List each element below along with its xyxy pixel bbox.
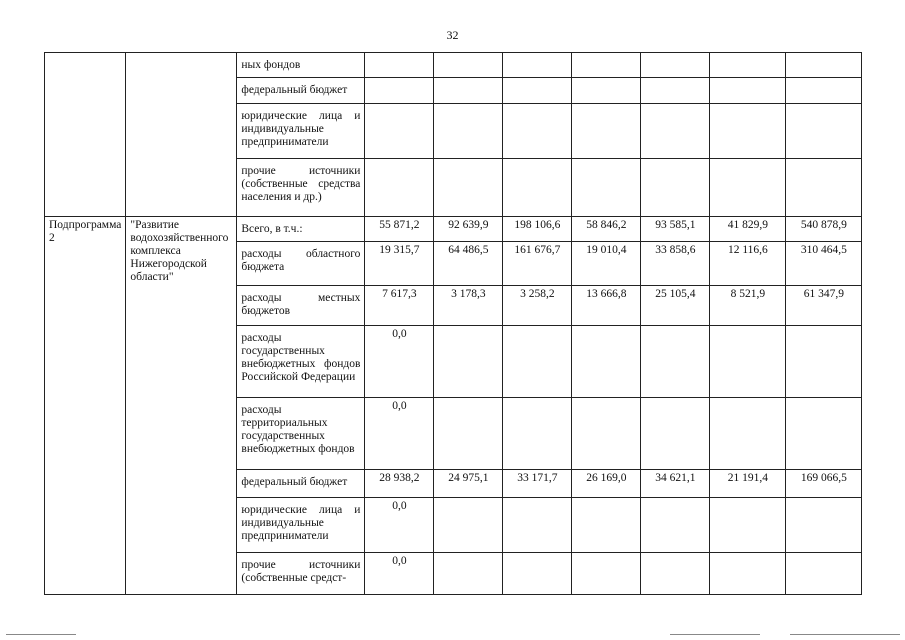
value-cell (786, 498, 862, 553)
value-cell: 34 621,1 (641, 470, 710, 498)
value-cell (710, 553, 786, 595)
value-cell (365, 53, 434, 78)
value-cell: 55 871,2 (365, 217, 434, 242)
value-cell (503, 78, 572, 104)
footer-rule-mid (670, 634, 760, 635)
value-cell: 61 347,9 (786, 286, 862, 326)
page-number: 32 (446, 28, 459, 42)
source-label: юридические лица и индивидуальные предприниматели (237, 104, 365, 159)
value-cell (710, 53, 786, 78)
value-cell (503, 104, 572, 159)
value-cell: 310 464,5 (786, 242, 862, 286)
value-cell: 58 846,2 (572, 217, 641, 242)
value-cell: 19 315,7 (365, 242, 434, 286)
value-cell (434, 398, 503, 470)
value-cell (641, 326, 710, 398)
value-cell: 0,0 (365, 553, 434, 595)
program-name-cell-empty (126, 53, 237, 217)
value-cell (572, 104, 641, 159)
value-cell: 169 066,5 (786, 470, 862, 498)
value-cell (503, 53, 572, 78)
value-cell: 0,0 (365, 326, 434, 398)
value-cell (434, 159, 503, 217)
value-cell (365, 104, 434, 159)
value-cell (641, 104, 710, 159)
value-cell (641, 159, 710, 217)
source-label: расходы местных бюджетов (237, 286, 365, 326)
value-cell (710, 498, 786, 553)
value-cell: 0,0 (365, 498, 434, 553)
value-cell: 21 191,4 (710, 470, 786, 498)
value-cell: 198 106,6 (503, 217, 572, 242)
value-cell (572, 53, 641, 78)
value-cell (572, 398, 641, 470)
value-cell: 26 169,0 (572, 470, 641, 498)
value-cell (710, 104, 786, 159)
value-cell (710, 398, 786, 470)
footer-rule-right (790, 634, 900, 635)
value-cell (786, 53, 862, 78)
funding-table (44, 52, 862, 595)
value-cell (710, 78, 786, 104)
value-cell (710, 326, 786, 398)
value-cell (572, 326, 641, 398)
value-cell: 7 617,3 (365, 286, 434, 326)
source-label: расходы областного бюджета (237, 242, 365, 286)
value-cell (786, 398, 862, 470)
source-label: федеральный бюджет (237, 78, 365, 104)
value-cell: 93 585,1 (641, 217, 710, 242)
source-label: расходы государственных внебюджетных фондов Российской Федерации (237, 326, 365, 398)
value-cell: 19 010,4 (572, 242, 641, 286)
value-cell (503, 498, 572, 553)
value-cell: 540 878,9 (786, 217, 862, 242)
value-cell: 25 105,4 (641, 286, 710, 326)
source-label: Всего, в т.ч.: (237, 217, 365, 242)
value-cell: 41 829,9 (710, 217, 786, 242)
value-cell (434, 326, 503, 398)
source-label: федеральный бюджет (237, 470, 365, 498)
value-cell (786, 553, 862, 595)
source-label: юридические лица и индивидуальные предприниматели (237, 498, 365, 553)
table-row (45, 53, 862, 78)
value-cell (434, 104, 503, 159)
value-cell (365, 159, 434, 217)
value-cell: 13 666,8 (572, 286, 641, 326)
table-row (45, 217, 862, 242)
value-cell (503, 159, 572, 217)
source-label: ных фондов (237, 53, 365, 78)
program-cell-empty (45, 53, 126, 217)
subprogram-title: "Развитие водохозяйственного комплекса Нижегородской области" (126, 217, 237, 595)
value-cell (710, 159, 786, 217)
value-cell: 28 938,2 (365, 470, 434, 498)
source-label: расходы территориальных государственных внебюджетных фондов (237, 398, 365, 470)
value-cell (572, 498, 641, 553)
value-cell (503, 398, 572, 470)
value-cell (641, 398, 710, 470)
footer-rule-left (6, 634, 76, 635)
value-cell (572, 553, 641, 595)
value-cell (786, 326, 862, 398)
value-cell: 24 975,1 (434, 470, 503, 498)
value-cell: 3 258,2 (503, 286, 572, 326)
value-cell (434, 553, 503, 595)
value-cell: 3 178,3 (434, 286, 503, 326)
value-cell (786, 159, 862, 217)
value-cell: 64 486,5 (434, 242, 503, 286)
value-cell: 8 521,9 (710, 286, 786, 326)
value-cell (786, 104, 862, 159)
value-cell (503, 326, 572, 398)
value-cell: 0,0 (365, 398, 434, 470)
source-label: прочие источники (собственные средст- (237, 553, 365, 595)
value-cell: 161 676,7 (503, 242, 572, 286)
source-label: прочие источники (собственные средства населения и др.) (237, 159, 365, 217)
value-cell (572, 159, 641, 217)
value-cell: 92 639,9 (434, 217, 503, 242)
value-cell (641, 53, 710, 78)
value-cell: 12 116,6 (710, 242, 786, 286)
value-cell (786, 78, 862, 104)
value-cell: 33 171,7 (503, 470, 572, 498)
value-cell (572, 78, 641, 104)
subprogram-label: Подпрограмма 2 (45, 217, 126, 595)
value-cell (434, 498, 503, 553)
value-cell (641, 498, 710, 553)
value-cell (503, 553, 572, 595)
value-cell: 33 858,6 (641, 242, 710, 286)
value-cell (641, 553, 710, 595)
value-cell (365, 78, 434, 104)
value-cell (641, 78, 710, 104)
value-cell (434, 78, 503, 104)
value-cell (434, 53, 503, 78)
